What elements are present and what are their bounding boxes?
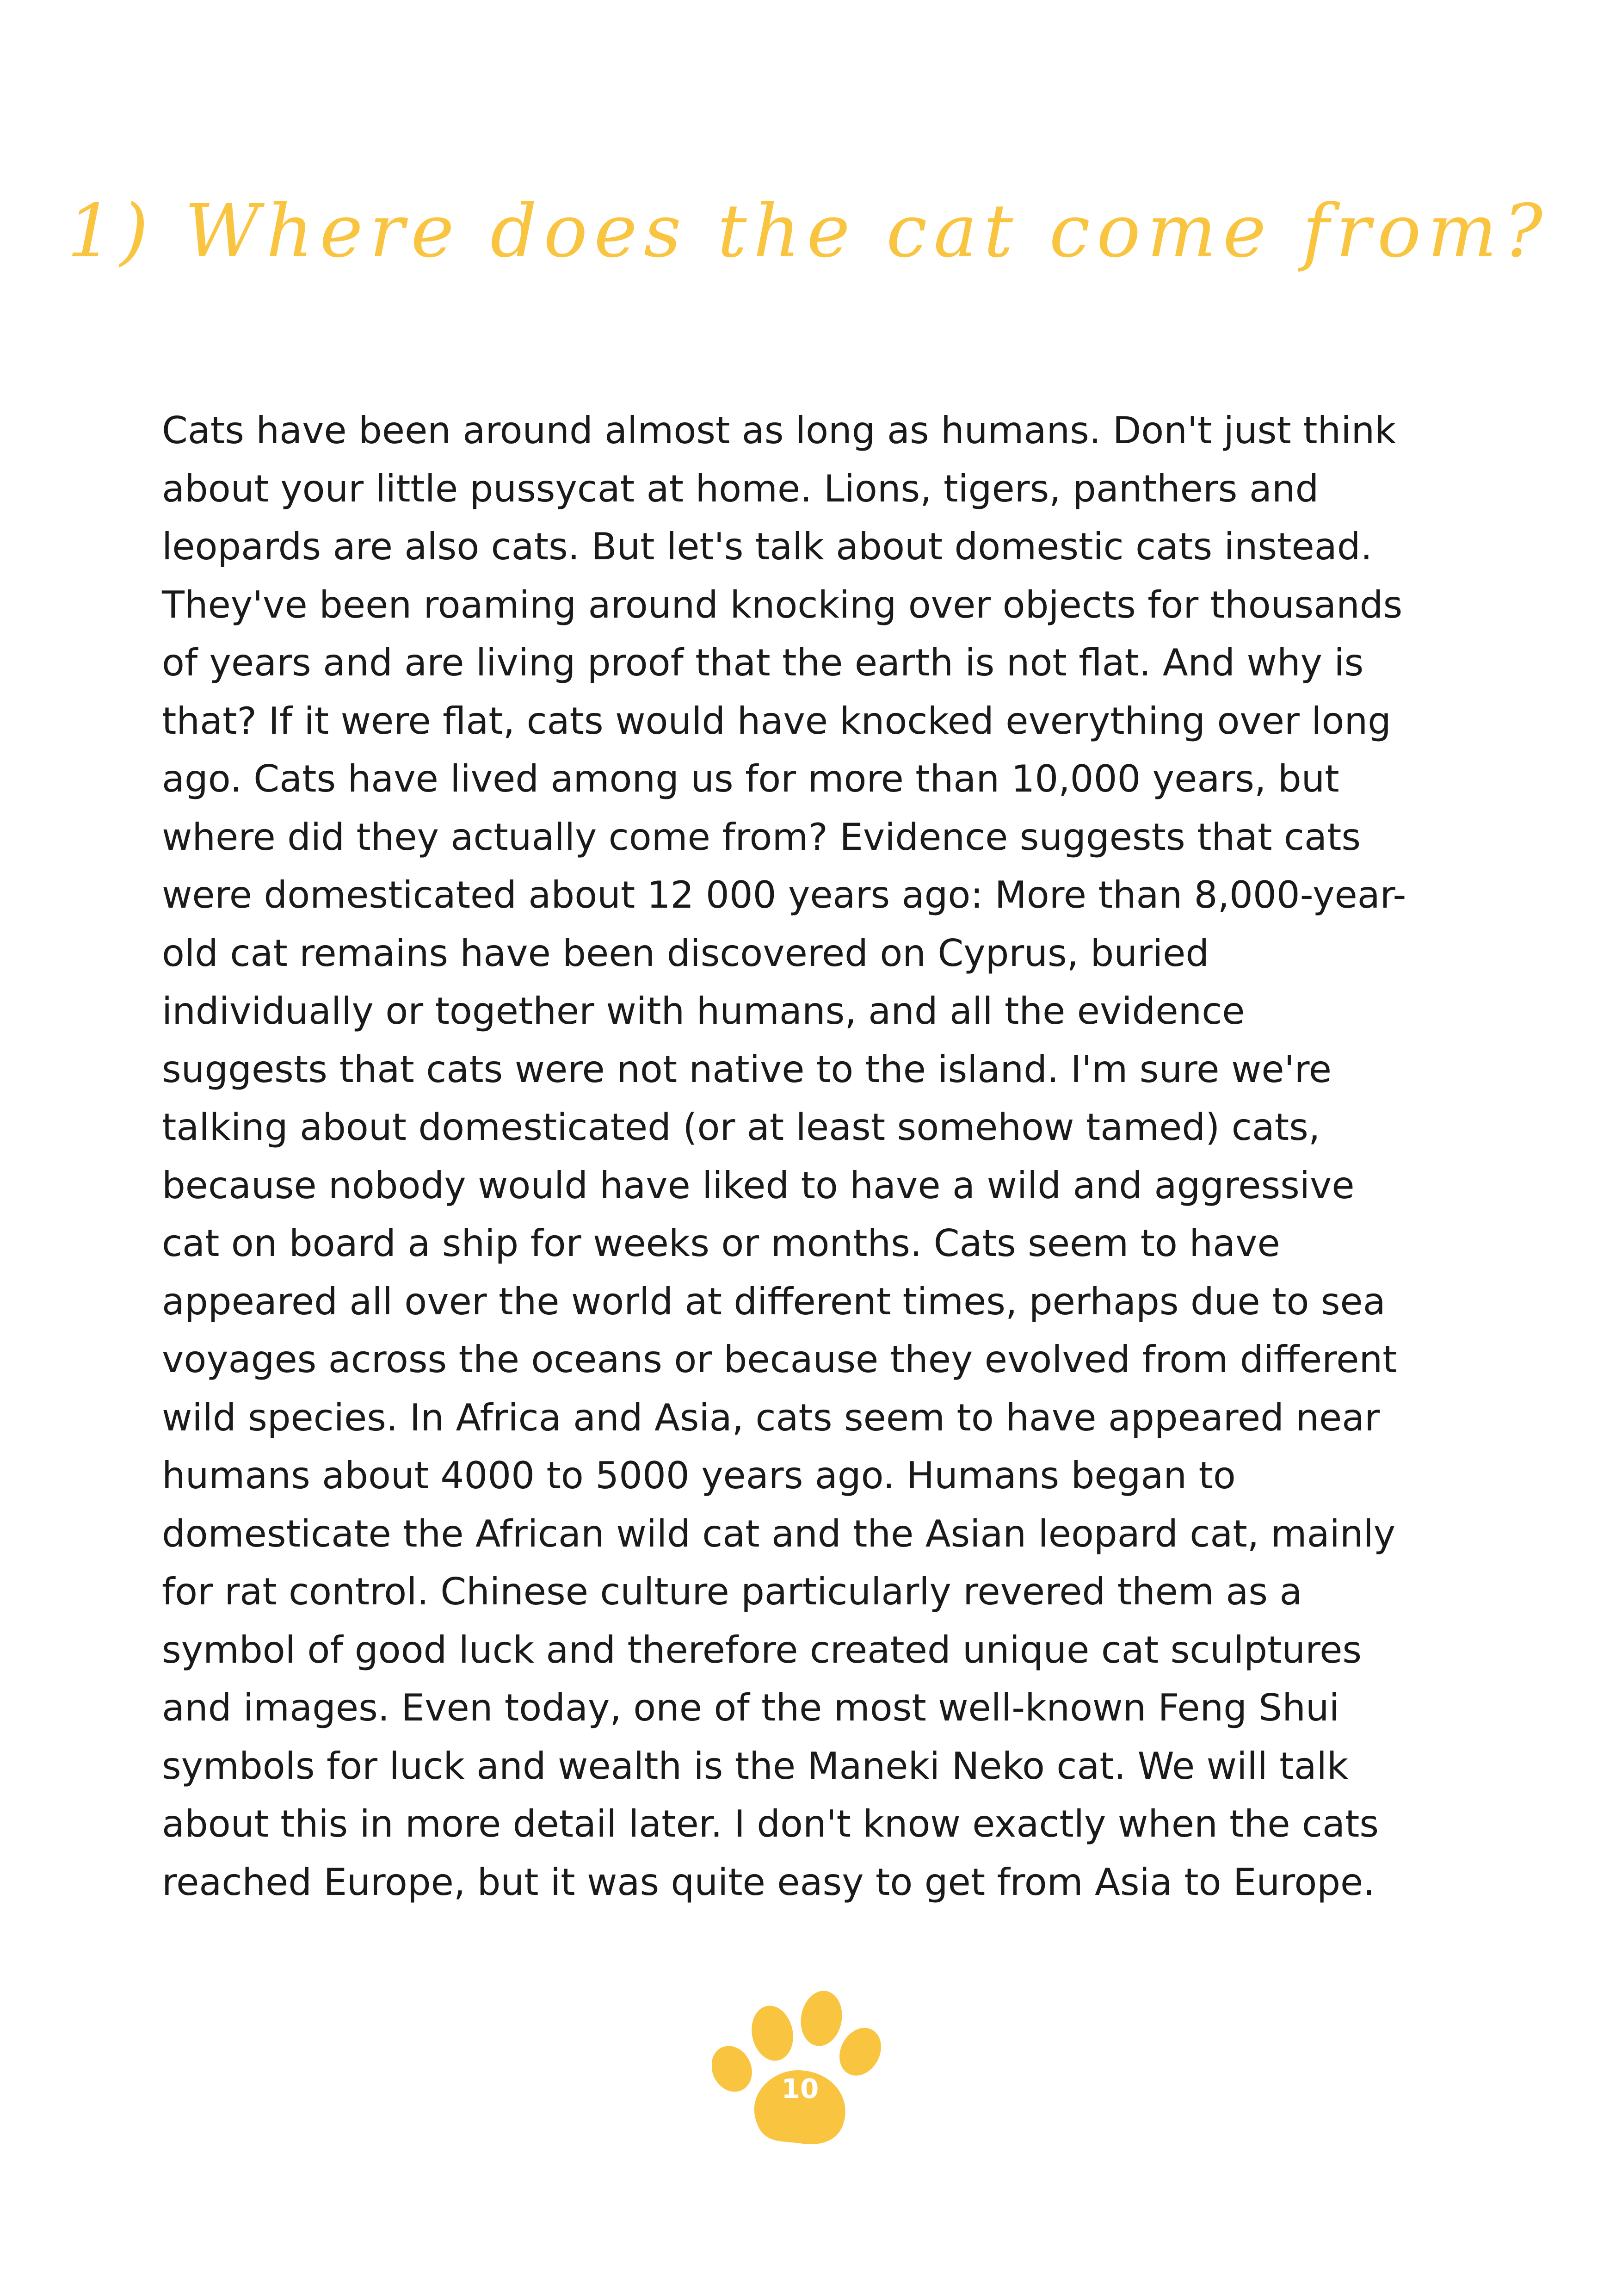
body-line: domesticate the African wild cat and the Asian leopard cat, mainly xyxy=(162,1512,1396,1555)
body-line: suggests that cats were not native to the island. I'm sure we're xyxy=(162,1047,1332,1091)
page-title: 1) Where does the cat come from? xyxy=(67,189,1549,274)
body-line: They've been roaming around knocking over objects for thousands xyxy=(162,583,1403,626)
body-line: because nobody would have liked to have a wild and aggressive xyxy=(162,1163,1355,1207)
body-line: where did they actually come from? Evidence suggests that cats xyxy=(162,815,1361,859)
body-line: about your little pussycat at home. Lions, tigers, panthers and xyxy=(162,467,1319,510)
body-line: talking about domesticated (or at least somehow tamed) cats, xyxy=(162,1106,1320,1149)
page-number: 10 xyxy=(781,2073,819,2104)
body-line: and images. Even today, one of the most well-known Feng Shui xyxy=(162,1686,1339,1729)
body-line: individually or together with humans, and all the evidence xyxy=(162,990,1245,1033)
body-line: for rat control. Chinese culture particularly revered them as a xyxy=(162,1570,1302,1613)
body-line: that? If it were flat, cats would have knocked everything over long xyxy=(162,699,1391,743)
body-line: cat on board a ship for weeks or months. Cats seem to have xyxy=(162,1222,1280,1265)
body-line: symbols for luck and wealth is the Maneki Neko cat. We will talk xyxy=(162,1744,1349,1788)
body-line: were domesticated about 12 000 years ago: More than 8,000-year- xyxy=(162,873,1406,916)
body-line: reached Europe, but it was quite easy to get from Asia to Europe. xyxy=(162,1860,1375,1904)
body-line: old cat remains have been discovered on Cyprus, buried xyxy=(162,931,1209,975)
body-paragraph xyxy=(162,402,1466,1911)
body-line: about this in more detail later. I don't know exactly when the cats xyxy=(162,1802,1379,1845)
body-line: leopards are also cats. But let's talk about domestic cats instead. xyxy=(162,525,1372,568)
body-line: symbol of good luck and therefore created unique cat sculptures xyxy=(162,1628,1362,1671)
body-line: voyages across the oceans or because they evolved from different xyxy=(162,1338,1397,1381)
body-line: appeared all over the world at different times, perhaps due to sea xyxy=(162,1280,1386,1323)
body-line: wild species. In Africa and Asia, cats seem to have appeared near xyxy=(162,1396,1380,1439)
body-line: Cats have been around almost as long as humans. Don't just think xyxy=(162,409,1396,452)
body-line: ago. Cats have lived among us for more than 10,000 years, but xyxy=(162,757,1339,800)
body-line: of years and are living proof that the earth is not flat. And why is xyxy=(162,641,1364,684)
body-line: humans about 4000 to 5000 years ago. Humans began to xyxy=(162,1454,1236,1497)
